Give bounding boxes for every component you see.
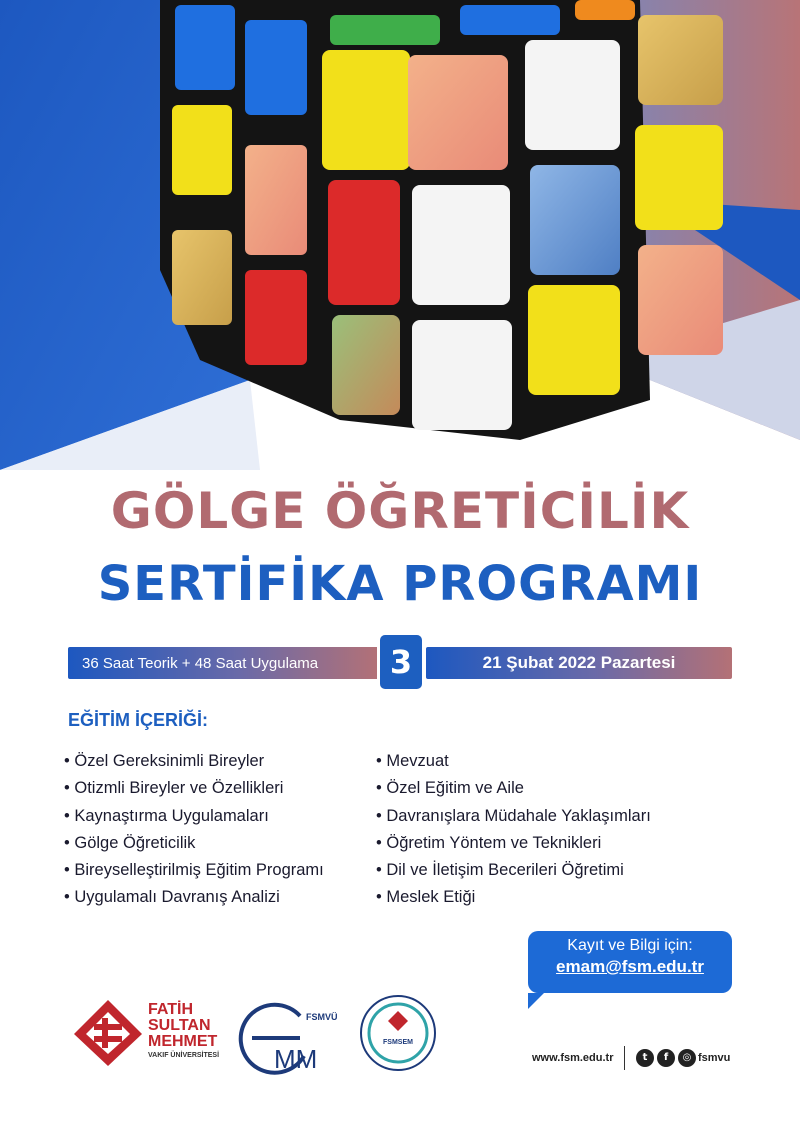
title-line-2: SERTİFİKA PROGRAMI <box>97 556 703 612</box>
hours-bar <box>68 647 380 679</box>
fsm-name-line: SULTAN <box>148 1017 211 1034</box>
instagram-icon[interactable]: ◎ <box>678 1049 696 1067</box>
social-handle[interactable]: fsmvu <box>698 1052 731 1064</box>
date-bar <box>426 647 732 679</box>
contact-bubble <box>528 931 732 993</box>
list-item: • Dil ve İletişim Becerileri Öğretimi <box>376 857 651 884</box>
emm-emblem-icon <box>238 998 346 1078</box>
twitter-icon[interactable]: t <box>636 1049 654 1067</box>
list-item: • Otizmli Bireyler ve Özellikleri <box>64 775 324 802</box>
svg-text:MM: MM <box>274 1044 318 1074</box>
facebook-icon[interactable]: f <box>657 1049 675 1067</box>
list-item: • Bireyselleştirilmiş Eğitim Programı <box>64 857 324 884</box>
list-item: • Meslek Etiği <box>376 884 651 911</box>
fsm-subtitle: VAKIF ÜNİVERSİTESİ <box>148 1052 220 1059</box>
program-number-badge: 3 <box>377 632 425 692</box>
list-item: • Gölge Öğreticilik <box>64 830 324 857</box>
footer-divider <box>624 1046 625 1070</box>
contact-label: Kayıt ve Bilgi için: <box>567 937 693 954</box>
fsmsem-seal-icon <box>358 993 438 1073</box>
hours-label: 36 Saat Teorik + 48 Saat Uygulama <box>82 654 319 672</box>
list-item: • Davranışlara Müdahale Yaklaşımları <box>376 803 651 830</box>
fsmsem-label: FSMSEM <box>383 1039 413 1046</box>
list-item: • Uygulamalı Davranış Analizi <box>64 884 324 911</box>
content-list-left <box>64 748 324 912</box>
fsmsem-logo <box>358 993 438 1073</box>
hero-image <box>0 0 800 470</box>
emm-tag: FSMVÜ <box>306 1012 338 1022</box>
fsm-emblem-icon <box>72 998 144 1068</box>
website-link[interactable]: www.fsm.edu.tr <box>532 1052 614 1064</box>
emm-logo <box>238 998 346 1078</box>
list-item: • Kaynaştırma Uygulamaları <box>64 803 324 830</box>
speech-tail <box>528 993 544 1009</box>
fsm-name-line: MEHMET <box>148 1033 218 1050</box>
contact-email-link[interactable]: emam@fsm.edu.tr <box>556 957 704 976</box>
rubiks-cube-illustration <box>0 0 800 470</box>
content-list-right <box>376 748 651 912</box>
fsm-name-line: FATİH <box>148 1001 194 1018</box>
content-heading: EĞİTİM İÇERİĞİ: <box>68 710 209 730</box>
list-item: • Özel Gereksinimli Bireyler <box>64 748 324 775</box>
fsm-university-logo <box>72 998 232 1078</box>
list-item: • Özel Eğitim ve Aile <box>376 775 651 802</box>
title-line-1: GÖLGE ÖĞRETİCİLİK <box>110 482 690 540</box>
date-label: 21 Şubat 2022 Pazartesi <box>482 653 676 672</box>
list-item: • Mevzuat <box>376 748 651 775</box>
list-item: • Öğretim Yöntem ve Teknikleri <box>376 830 651 857</box>
